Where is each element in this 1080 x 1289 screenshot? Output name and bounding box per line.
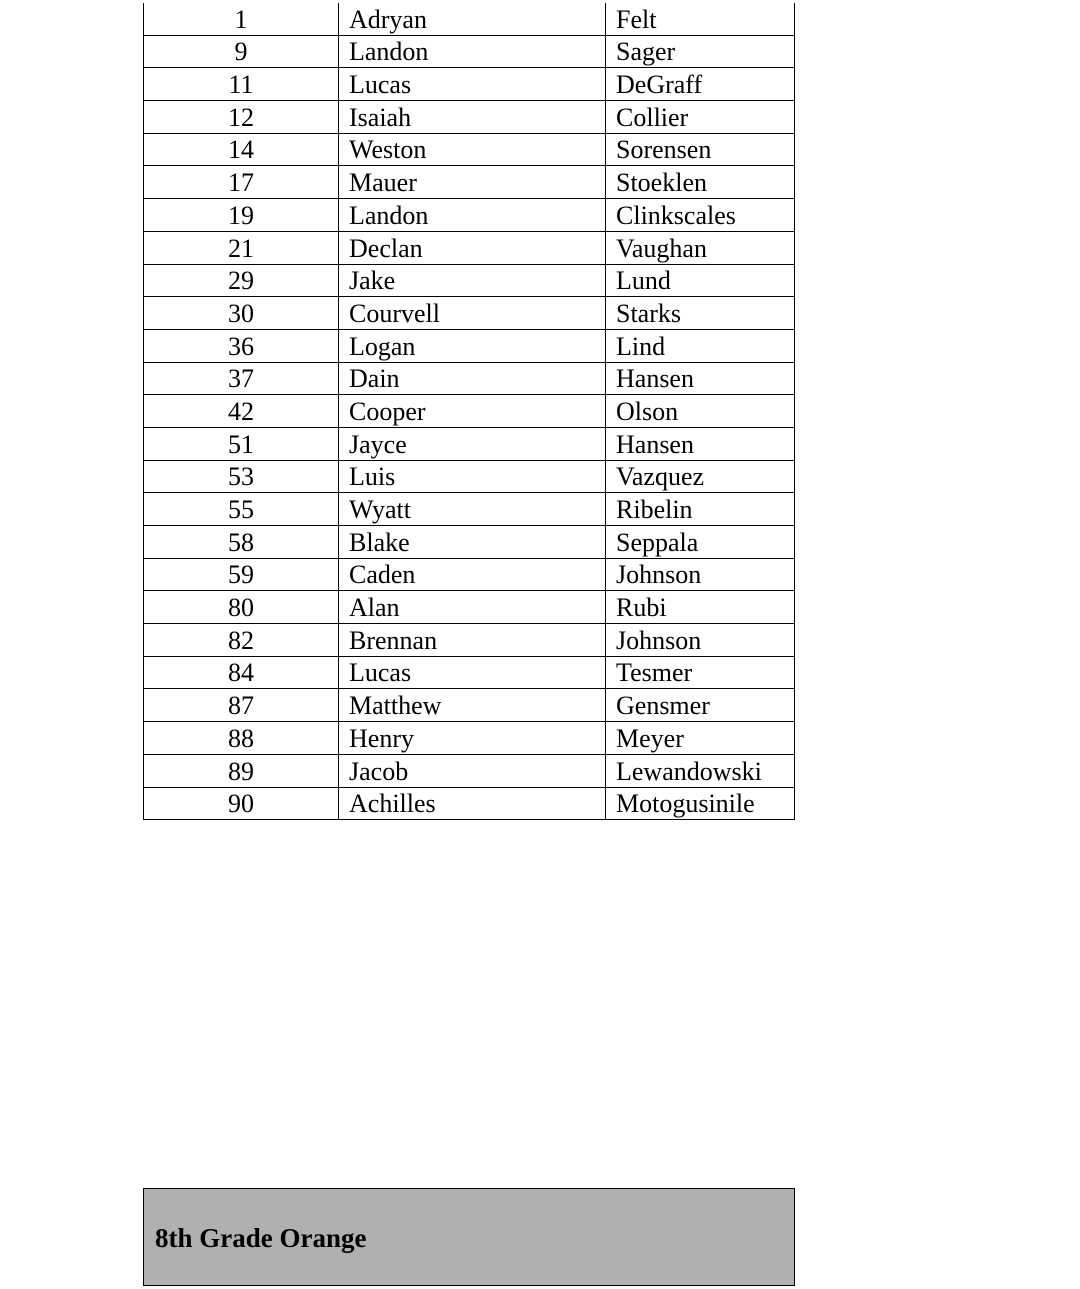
- player-number: 55: [144, 493, 339, 526]
- player-first-name: Cooper: [339, 395, 606, 428]
- player-first-name: Lucas: [339, 656, 606, 689]
- player-number: 14: [144, 133, 339, 166]
- player-last-name: Lund: [606, 264, 795, 297]
- player-last-name: DeGraff: [606, 68, 795, 101]
- player-number: 12: [144, 101, 339, 134]
- player-number: 19: [144, 199, 339, 232]
- player-first-name: Jayce: [339, 427, 606, 460]
- table-row: [144, 199, 795, 232]
- table-row: [144, 722, 795, 755]
- table-row: [144, 787, 795, 820]
- player-last-name: Johnson: [606, 624, 795, 657]
- table-row: [144, 362, 795, 395]
- player-number: 80: [144, 591, 339, 624]
- player-first-name: Jake: [339, 264, 606, 297]
- table-row: [144, 3, 795, 35]
- table-row: [144, 166, 795, 199]
- roster-body: [144, 3, 795, 820]
- player-last-name: Lewandowski: [606, 754, 795, 787]
- player-number: 84: [144, 656, 339, 689]
- player-number: 17: [144, 166, 339, 199]
- player-first-name: Alan: [339, 591, 606, 624]
- player-first-name: Blake: [339, 526, 606, 559]
- player-last-name: Hansen: [606, 362, 795, 395]
- player-first-name: Henry: [339, 722, 606, 755]
- table-row: [144, 656, 795, 689]
- table-row: [144, 558, 795, 591]
- table-row: [144, 264, 795, 297]
- player-last-name: Johnson: [606, 558, 795, 591]
- player-number: 30: [144, 297, 339, 330]
- player-first-name: Matthew: [339, 689, 606, 722]
- player-last-name: Gensmer: [606, 689, 795, 722]
- player-first-name: Declan: [339, 231, 606, 264]
- player-first-name: Lucas: [339, 68, 606, 101]
- player-number: 89: [144, 754, 339, 787]
- player-last-name: Stoeklen: [606, 166, 795, 199]
- team-title: 8th Grade Orange: [155, 1223, 367, 1253]
- table-row: [144, 624, 795, 657]
- player-first-name: Mauer: [339, 166, 606, 199]
- player-first-name: Dain: [339, 362, 606, 395]
- player-last-name: Clinkscales: [606, 199, 795, 232]
- player-last-name: Ribelin: [606, 493, 795, 526]
- player-number: 36: [144, 329, 339, 362]
- table-row: [144, 231, 795, 264]
- player-first-name: Achilles: [339, 787, 606, 820]
- table-row: [144, 133, 795, 166]
- player-number: 21: [144, 231, 339, 264]
- player-last-name: Sorensen: [606, 133, 795, 166]
- table-row: [144, 689, 795, 722]
- player-last-name: Felt: [606, 3, 795, 35]
- player-last-name: Meyer: [606, 722, 795, 755]
- player-number: 37: [144, 362, 339, 395]
- table-row: [144, 427, 795, 460]
- player-number: 9: [144, 35, 339, 68]
- player-last-name: Sager: [606, 35, 795, 68]
- player-last-name: Vazquez: [606, 460, 795, 493]
- player-number: 42: [144, 395, 339, 428]
- player-number: 59: [144, 558, 339, 591]
- player-last-name: Collier: [606, 101, 795, 134]
- player-first-name: Luis: [339, 460, 606, 493]
- player-last-name: Vaughan: [606, 231, 795, 264]
- table-row: [144, 101, 795, 134]
- player-first-name: Courvell: [339, 297, 606, 330]
- player-last-name: Starks: [606, 297, 795, 330]
- table-row: [144, 460, 795, 493]
- player-number: 87: [144, 689, 339, 722]
- team-header-box: [143, 1188, 795, 1286]
- player-number: 82: [144, 624, 339, 657]
- table-row: [144, 526, 795, 559]
- player-first-name: Logan: [339, 329, 606, 362]
- table-row: [144, 493, 795, 526]
- table-row: [144, 754, 795, 787]
- player-first-name: Landon: [339, 35, 606, 68]
- player-first-name: Jacob: [339, 754, 606, 787]
- player-first-name: Weston: [339, 133, 606, 166]
- player-number: 88: [144, 722, 339, 755]
- player-number: 29: [144, 264, 339, 297]
- table-row: [144, 395, 795, 428]
- table-row: [144, 329, 795, 362]
- player-last-name: Hansen: [606, 427, 795, 460]
- player-last-name: Rubi: [606, 591, 795, 624]
- player-first-name: Adryan: [339, 3, 606, 35]
- player-first-name: Wyatt: [339, 493, 606, 526]
- table-row: [144, 68, 795, 101]
- player-last-name: Motogusinile: [606, 787, 795, 820]
- player-first-name: Brennan: [339, 624, 606, 657]
- player-number: 11: [144, 68, 339, 101]
- player-last-name: Olson: [606, 395, 795, 428]
- player-number: 51: [144, 427, 339, 460]
- table-row: [144, 297, 795, 330]
- table-row: [144, 591, 795, 624]
- player-number: 90: [144, 787, 339, 820]
- table-row: [144, 35, 795, 68]
- player-last-name: Lind: [606, 329, 795, 362]
- player-first-name: Caden: [339, 558, 606, 591]
- player-first-name: Isaiah: [339, 101, 606, 134]
- roster-table: [143, 3, 795, 820]
- player-number: 1: [144, 3, 339, 35]
- player-first-name: Landon: [339, 199, 606, 232]
- player-last-name: Seppala: [606, 526, 795, 559]
- player-last-name: Tesmer: [606, 656, 795, 689]
- player-number: 53: [144, 460, 339, 493]
- player-number: 58: [144, 526, 339, 559]
